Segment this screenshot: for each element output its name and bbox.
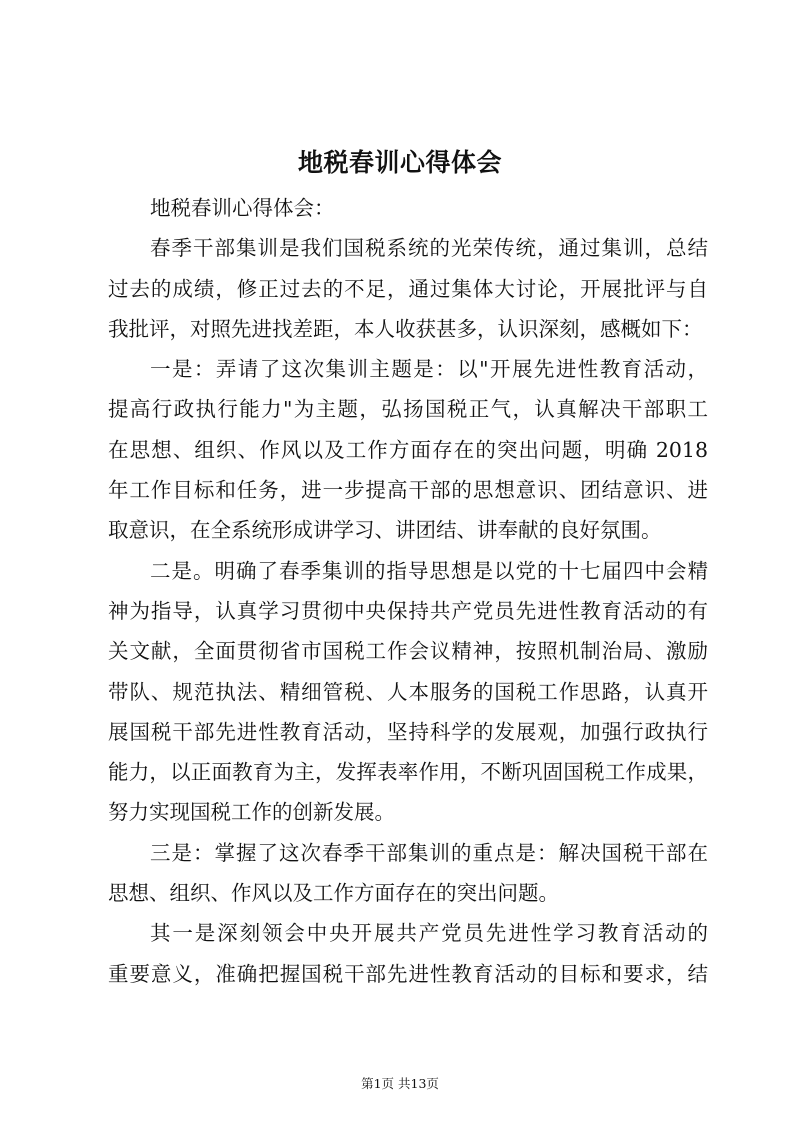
text-line: 展国税干部先进性教育活动，坚持科学的发展观，加强行政执行 <box>108 719 708 744</box>
paragraph <box>108 188 708 228</box>
text-line: 关文献，全面贯彻省市国税工作会议精神，按照机制治局、激励 <box>108 639 708 664</box>
text-line: 三是：掌握了这次春季干部集训的重点是：解决国税干部在 <box>150 840 708 865</box>
text-line: 能力，以正面教育为主，发挥表率作用，不断巩固国税工作成果， <box>108 760 708 785</box>
paragraph <box>108 913 708 994</box>
text-line: 思想、组织、作风以及工作方面存在的突出问题。 <box>108 881 559 906</box>
text-line: 年工作目标和任务，进一步提高干部的思想意识、团结意识、进 <box>108 478 708 503</box>
paragraph <box>108 833 708 914</box>
text-line: 神为指导，认真学习贯彻中央保持共产党员先进性教育活动的有 <box>108 598 708 623</box>
text-line: 一是：弄请了这次集训主题是：以"开展先进性教育活动， <box>150 357 708 382</box>
paragraph <box>108 349 708 550</box>
text-line: 地税春训心得体会： <box>150 196 335 220</box>
text-line: 重要意义，准确把握国税干部先进性教育活动的目标和要求，结 <box>108 961 708 986</box>
text-line: 提高行政执行能力"为主题，弘扬国税正气，认真解决干部职工 <box>108 397 708 422</box>
document-body <box>108 188 708 994</box>
document-title: 地税春训心得体会 <box>297 148 502 177</box>
paragraph <box>108 551 708 833</box>
text-line: 过去的成绩，修正过去的不足，通过集体大讨论，开展批评与自 <box>108 276 708 301</box>
text-line: 取意识，在全系统形成讲学习、讲团结、讲奉献的良好氛围。 <box>108 518 662 543</box>
text-line: 努力实现国税工作的创新发展。 <box>108 800 395 825</box>
text-line: 二是。明确了春季集训的指导思想是以党的十七届四中会精 <box>150 558 708 583</box>
paragraph <box>108 228 708 349</box>
text-line: 其一是深刻领会中央开展共产党员先进性学习教育活动的 <box>150 921 708 946</box>
text-line: 我批评，对照先进找差距，本人收获甚多，认识深刻，感概如下： <box>108 316 703 341</box>
text-line: 春季干部集训是我们国税系统的光荣传统，通过集训，总结 <box>150 236 708 261</box>
text-line: 带队、规范执法、精细管税、人本服务的国税工作思路，认真开 <box>108 679 708 704</box>
text-line: 在思想、组织、作风以及工作方面存在的突出问题，明确 2018 <box>108 437 708 462</box>
page-number: 第1页 共13页 <box>361 1076 439 1091</box>
